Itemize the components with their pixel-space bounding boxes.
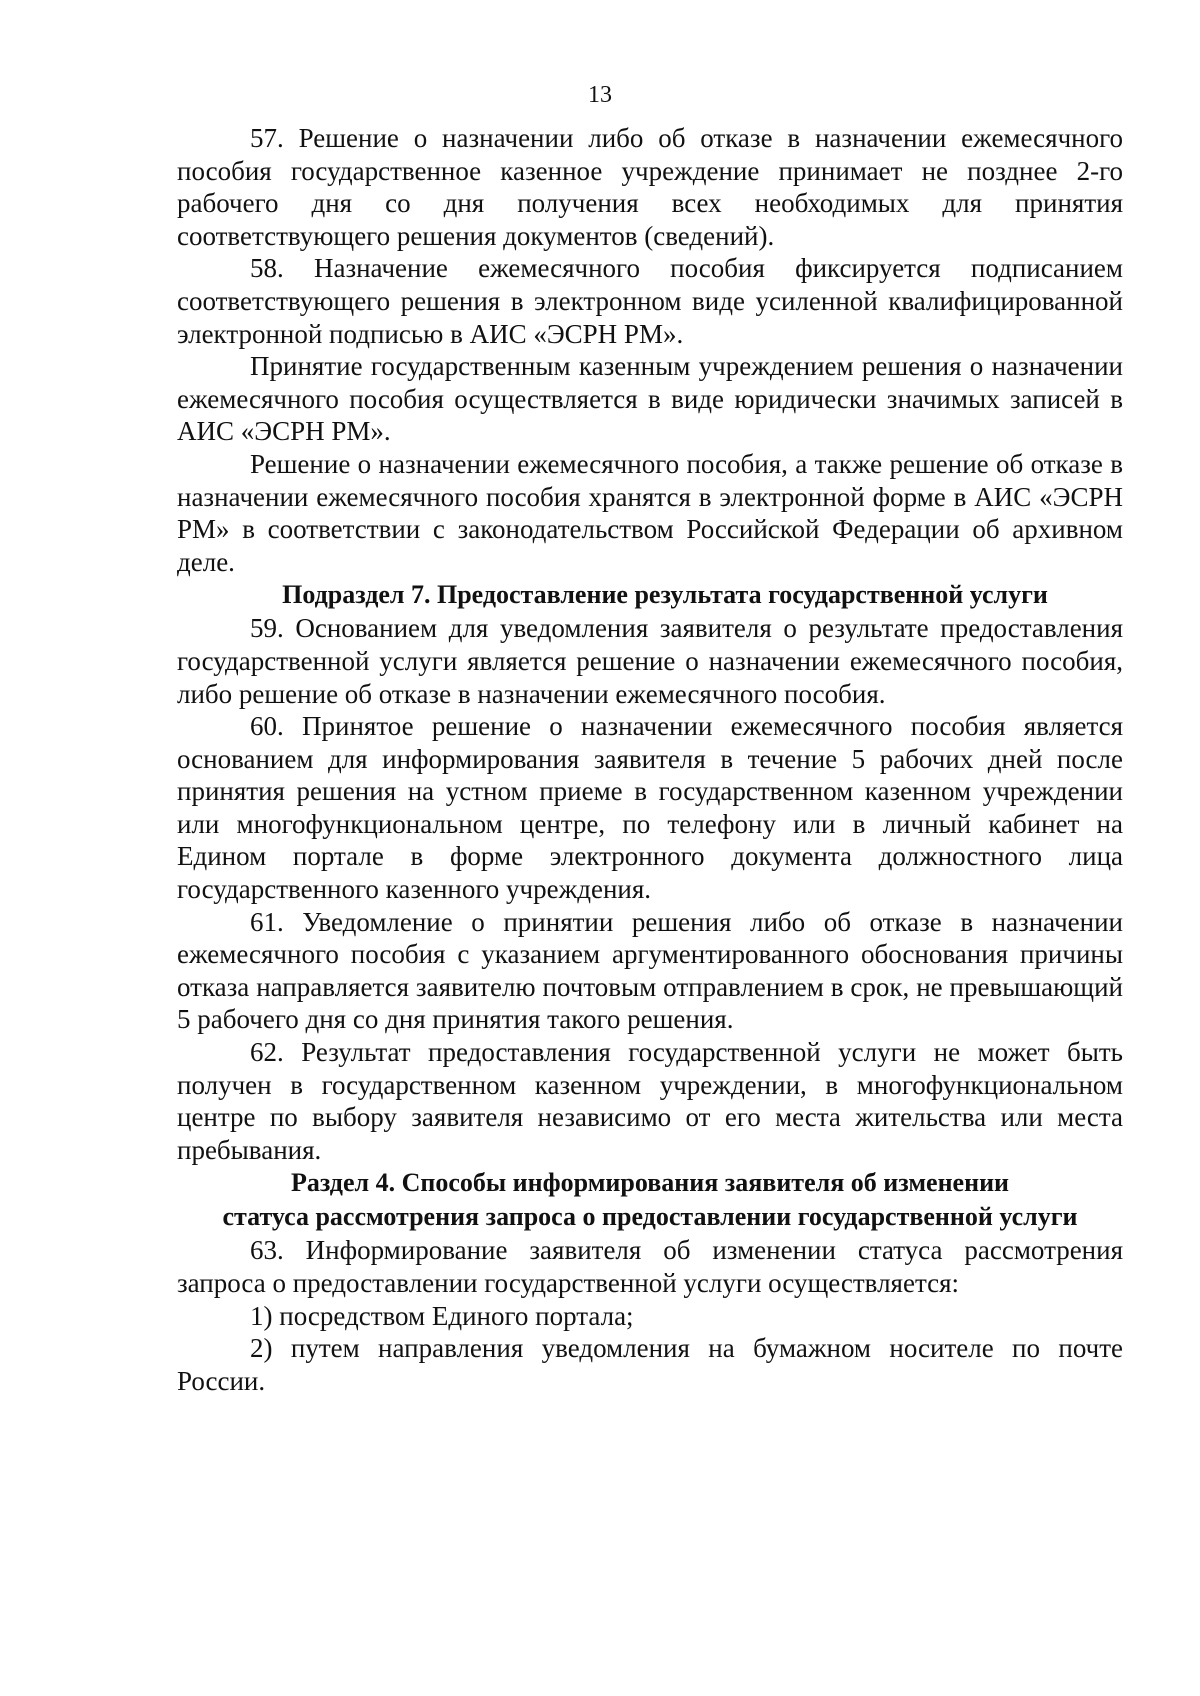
paragraph-58-storage: Решение о назначении ежемесячного пособия, а также решение об отказе в назначении ежемесячного пособия хранятся в электронной форме в АИС «ЭСРН РМ» в соответствии с законодательством Российской Федерации об архивном деле. bbox=[177, 448, 1123, 577]
paragraph-59: 59. Основанием для уведомления заявителя о результате предоставления государственной услуги является решение о назначении ежемесячного пособия, либо решение об отказе в назначении ежемесячного пособия. bbox=[177, 613, 1123, 709]
page-number: 13 bbox=[588, 82, 612, 108]
document-body bbox=[177, 122, 1123, 1397]
section-4-heading-line-1: Раздел 4. Способы информирования заявителя об изменении bbox=[290, 1168, 1010, 1198]
paragraph-63: 63. Информирование заявителя об изменении статуса рассмотрения запроса о предоставлении государственной услуги осуществляется: bbox=[177, 1235, 1123, 1298]
paragraph-61: 61. Уведомление о принятии решения либо об отказе в назначении ежемесячного пособия с указанием аргументированного обоснования причины отказа направляется заявителю почтовым отправлением в срок, не превышающий 5 рабочего дня со дня принятия такого решения. bbox=[177, 906, 1123, 1035]
section-4-heading-line-2: статуса рассмотрения запроса о предоставлении государственной услуги bbox=[222, 1202, 1078, 1232]
paragraph-58-adoption: Принятие государственным казенным учреждением решения о назначении ежемесячного пособия осуществляется в виде юридически значимых записей в АИС «ЭСРН РМ». bbox=[177, 351, 1123, 447]
paragraph-62: 62. Результат предоставления государственной услуги не может быть получен в государственном казенном учреждении, в многофункциональном центре по выбору заявителя независимо от его места жительства или места пребывания. bbox=[177, 1037, 1123, 1165]
section-4-heading bbox=[177, 1166, 1123, 1234]
paragraph-60: 60. Принятое решение о назначении ежемесячного пособия является основанием для информирования заявителя в течение 5 рабочих дней после принятия решения на устном приеме в государственном казенном учреждении или многофункциональном центре, по телефону или в личный кабинет на Едином портале в форме электронного документа должностного лица государственного казенного учреждения. bbox=[177, 711, 1123, 905]
list-item-1: 1) посредством Единого портала; bbox=[250, 1300, 634, 1331]
subsection-7-heading: Подраздел 7. Предоставление результата государственной услуги bbox=[282, 580, 1048, 610]
paragraph-58: 58. Назначение ежемесячного пособия фиксируется подписанием соответствующего решения в электронном виде усиленной квалифицированной электронной подписью в АИС «ЭСРН РМ». bbox=[177, 253, 1123, 349]
paragraph-57: 57. Решение о назначении либо об отказе в назначении ежемесячного пособия государственное казенное учреждение принимает не позднее 2-го рабочего дня со дня получения всех необходимых для принятия соответствующего решения документов (сведений). bbox=[177, 123, 1123, 251]
list-item-2: 2) путем направления уведомления на бумажном носителе по почте России. bbox=[177, 1333, 1123, 1396]
